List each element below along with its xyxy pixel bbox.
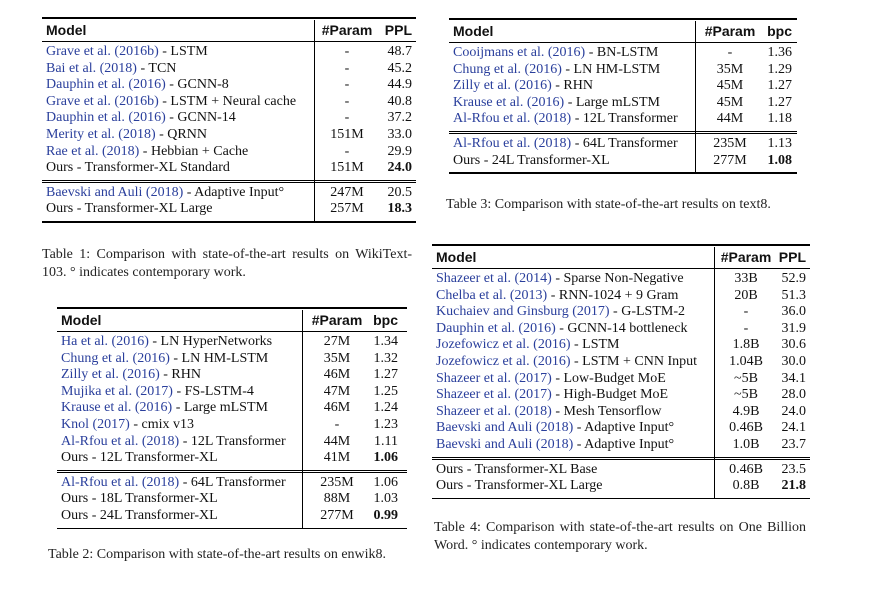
table-row xyxy=(57,475,407,492)
metric-cell: 0.99 xyxy=(373,508,398,523)
citation-link[interactable]: Chung et al. (2016) xyxy=(453,61,562,77)
model-cell xyxy=(61,351,268,368)
model-name: - 12L Transformer xyxy=(571,111,678,127)
citation-link[interactable]: Krause et al. (2016) xyxy=(453,94,565,110)
header-model: Model xyxy=(61,312,102,328)
model-cell xyxy=(436,462,597,479)
group-rule xyxy=(57,472,407,473)
model-name: - GCNN-14 bottleneck xyxy=(555,320,688,336)
model-name: Ours - 18L Transformer-XL xyxy=(61,491,218,507)
param-cell: 4.9B xyxy=(732,403,760,419)
table-row xyxy=(432,478,810,495)
citation-link[interactable]: Merity et al. (2018) xyxy=(46,127,156,142)
group-rule xyxy=(432,459,810,460)
metric-cell: 24.0 xyxy=(781,403,806,419)
model-name: - G-LSTM-2 xyxy=(609,304,685,320)
model-cell xyxy=(61,434,286,451)
header-model: Model xyxy=(453,23,494,39)
model-name: - 12L Transformer xyxy=(179,433,286,449)
header-row xyxy=(57,310,407,330)
table-row xyxy=(57,400,407,417)
metric-cell: 23.7 xyxy=(781,437,806,452)
model-name: Ours - 24L Transformer-XL xyxy=(61,508,218,523)
top-rule xyxy=(449,18,797,20)
citation-link[interactable]: Shazeer et al. (2017) xyxy=(436,387,552,403)
metric-cell: 1.13 xyxy=(767,136,792,151)
citation-link[interactable]: Dauphin et al. (2016) xyxy=(46,77,166,93)
model-cell xyxy=(436,288,678,305)
table-row xyxy=(42,61,416,78)
model-cell xyxy=(453,111,678,128)
model-name: Ours - Transformer-XL Large xyxy=(436,478,603,494)
citation-link[interactable]: Grave et al. (2016b) xyxy=(46,93,159,109)
model-name: - Adaptive Input° xyxy=(573,437,675,452)
model-cell xyxy=(46,94,296,111)
param-cell: 20B xyxy=(734,287,758,303)
citation-link[interactable]: Rae et al. (2018) xyxy=(46,143,140,159)
model-cell xyxy=(436,371,666,388)
table-row xyxy=(42,44,416,61)
citation-link[interactable]: Shazeer et al. (2018) xyxy=(436,403,552,419)
citation-link[interactable]: Dauphin et al. (2016) xyxy=(46,110,166,126)
param-cell: 27M xyxy=(323,334,351,349)
param-cell: - xyxy=(344,110,350,126)
metric-cell: 1.06 xyxy=(373,450,398,466)
model-cell xyxy=(436,404,661,421)
metric-cell: 51.3 xyxy=(781,287,806,303)
bottom-rule xyxy=(42,221,416,223)
header-param: #Param xyxy=(311,312,363,328)
model-cell xyxy=(46,185,284,202)
group-rule xyxy=(42,182,416,183)
model-name: - Large mLSTM xyxy=(564,94,660,110)
model-name: - High-Budget MoE xyxy=(551,387,669,403)
column-separator xyxy=(714,247,715,498)
table-3 xyxy=(449,18,797,174)
header-param: #Param xyxy=(321,22,373,38)
model-name: Ours - 12L Transformer-XL xyxy=(61,450,218,466)
table-row xyxy=(432,371,810,388)
model-name: - LSTM + CNN Input xyxy=(570,354,698,369)
table-row xyxy=(57,351,407,368)
table-row xyxy=(449,136,797,153)
table-row xyxy=(57,384,407,401)
metric-cell: 52.9 xyxy=(781,271,806,286)
group-rule xyxy=(42,180,416,181)
model-name: - RHN xyxy=(159,367,201,383)
model-cell xyxy=(61,450,218,467)
param-cell: 247M xyxy=(330,184,364,200)
param-cell: - xyxy=(334,417,340,432)
table-row xyxy=(432,337,810,354)
table-row xyxy=(42,127,416,144)
model-name: - LSTM xyxy=(158,44,208,59)
param-cell: 151M xyxy=(330,127,364,142)
param-cell: 151M xyxy=(330,160,364,176)
header-model: Model xyxy=(46,22,87,38)
param-cell: 235M xyxy=(320,474,354,490)
bottom-rule xyxy=(432,498,810,500)
model-cell xyxy=(61,384,254,401)
model-cell xyxy=(61,417,194,434)
table-row xyxy=(57,450,407,467)
model-cell xyxy=(61,400,268,417)
model-cell xyxy=(436,437,674,454)
group-rule xyxy=(57,470,407,471)
param-cell: - xyxy=(344,93,350,109)
citation-link[interactable]: Chung et al. (2016) xyxy=(61,350,170,366)
table-row xyxy=(57,367,407,384)
model-cell xyxy=(453,95,660,112)
header-model: Model xyxy=(436,249,477,265)
table-row xyxy=(432,404,810,421)
table-1 xyxy=(42,17,416,223)
citation-link[interactable]: Ha et al. (2016) xyxy=(61,334,149,349)
citation-link[interactable]: Shazeer et al. (2014) xyxy=(436,271,552,286)
param-cell: 0.46B xyxy=(729,461,763,477)
model-cell xyxy=(46,44,208,61)
model-name: - 64L Transformer xyxy=(179,474,286,490)
metric-cell: 1.29 xyxy=(767,61,792,77)
param-cell: 88M xyxy=(323,491,351,507)
table-row xyxy=(432,304,810,321)
param-cell: - xyxy=(743,320,749,336)
citation-link[interactable]: Al-Rfou et al. (2018) xyxy=(453,111,572,127)
model-cell xyxy=(453,78,593,95)
column-separator xyxy=(302,310,303,528)
model-cell xyxy=(46,110,236,127)
metric-cell: 1.18 xyxy=(767,111,792,127)
param-cell: - xyxy=(743,304,749,320)
model-name: - Large mLSTM xyxy=(172,400,268,416)
metric-cell: 40.8 xyxy=(387,93,412,109)
header-metric: bpc xyxy=(767,23,792,39)
model-name: - Adaptive Input° xyxy=(573,420,675,436)
table-row xyxy=(432,437,810,454)
model-name: - Adaptive Input° xyxy=(183,184,285,200)
table-row xyxy=(432,354,810,371)
header-metric: bpc xyxy=(373,312,398,328)
model-name: Ours - Transformer-XL Base xyxy=(436,461,598,477)
model-name: Ours - 24L Transformer-XL xyxy=(453,152,610,168)
table-row xyxy=(449,95,797,112)
model-cell xyxy=(61,508,218,525)
model-name: - LN HM-LSTM xyxy=(169,350,269,366)
table-row xyxy=(432,321,810,338)
metric-cell: 31.9 xyxy=(781,320,806,336)
param-cell: 44M xyxy=(323,433,351,449)
top-rule xyxy=(57,307,407,309)
citation-link[interactable]: Shazeer et al. (2017) xyxy=(436,370,552,386)
table-row xyxy=(449,111,797,128)
table-row xyxy=(432,462,810,479)
model-name: - GCNN-8 xyxy=(165,77,229,93)
metric-cell: 28.0 xyxy=(781,387,806,403)
model-cell xyxy=(436,271,684,288)
model-cell xyxy=(61,334,272,351)
table-row xyxy=(57,334,407,351)
table-row xyxy=(57,491,407,508)
model-name: Ours - Transformer-XL Standard xyxy=(46,160,230,176)
model-name: - LSTM xyxy=(570,337,620,353)
metric-cell: 1.27 xyxy=(767,94,792,110)
param-cell: 0.46B xyxy=(729,420,763,436)
model-name: - Hebbian + Cache xyxy=(139,143,249,159)
bottom-rule xyxy=(449,172,797,174)
table-3-caption: Table 3: Comparison with state-of-the-art results on text8. xyxy=(446,197,771,212)
model-name: - RNN-1024 + 9 Gram xyxy=(547,287,679,303)
header-param: #Param xyxy=(704,23,756,39)
model-cell xyxy=(436,387,668,404)
model-cell xyxy=(436,478,603,495)
table-row xyxy=(42,185,416,202)
top-rule xyxy=(42,17,416,19)
metric-cell: 1.34 xyxy=(373,334,398,349)
citation-link[interactable]: Jozefowicz et al. (2016) xyxy=(436,354,571,369)
param-cell: 44M xyxy=(716,111,744,127)
model-name: - LN HM-LSTM xyxy=(561,61,661,77)
param-cell: 47M xyxy=(323,383,351,399)
metric-cell: 1.27 xyxy=(373,367,398,383)
metric-cell: 1.23 xyxy=(373,417,398,432)
citation-link[interactable]: Krause et al. (2016) xyxy=(61,400,173,416)
citation-link[interactable]: Cooijmans et al. (2016) xyxy=(453,45,586,60)
model-name: - RHN xyxy=(551,78,593,94)
model-cell xyxy=(61,491,218,508)
metric-cell: 20.5 xyxy=(387,184,412,200)
model-name: - cmix v13 xyxy=(129,417,194,432)
param-cell: 45M xyxy=(716,78,744,94)
param-cell: 257M xyxy=(330,201,364,217)
model-name: - GCNN-14 xyxy=(165,110,236,126)
metric-cell: 1.25 xyxy=(373,383,398,399)
table-row xyxy=(42,160,416,177)
metric-cell: 30.6 xyxy=(781,337,806,353)
table-row xyxy=(57,417,407,434)
param-cell: - xyxy=(344,77,350,93)
table-4 xyxy=(432,244,810,500)
model-name: - FS-LSTM-4 xyxy=(172,383,254,399)
column-separator xyxy=(695,21,696,172)
table-2 xyxy=(57,307,407,530)
table-row xyxy=(42,77,416,94)
top-rule xyxy=(432,244,810,246)
model-name: - Sparse Non-Negative xyxy=(551,271,684,286)
model-cell xyxy=(46,160,230,177)
metric-cell: 45.2 xyxy=(387,60,412,76)
citation-link[interactable]: Baevski and Auli (2018) xyxy=(436,437,574,452)
citation-link[interactable]: Al-Rfou et al. (2018) xyxy=(61,433,180,449)
table-row xyxy=(449,153,797,170)
param-cell: 1.8B xyxy=(732,337,760,353)
table-row xyxy=(42,201,416,218)
citation-link[interactable]: Al-Rfou et al. (2018) xyxy=(61,474,180,490)
citation-link[interactable]: Baevski and Auli (2018) xyxy=(46,184,184,200)
metric-cell: 33.0 xyxy=(387,127,412,142)
table-2-caption: Table 2: Comparison with state-of-the-art results on enwik8. xyxy=(48,547,387,562)
citation-link[interactable]: Jozefowicz et al. (2016) xyxy=(436,337,571,353)
model-cell xyxy=(436,420,674,437)
metric-cell: 24.1 xyxy=(781,420,806,436)
model-cell xyxy=(46,144,248,161)
table-row xyxy=(57,434,407,451)
bottom-rule xyxy=(57,528,407,530)
table-row xyxy=(42,110,416,127)
model-name: - TCN xyxy=(136,60,177,76)
model-name: - BN-LSTM xyxy=(585,45,659,60)
metric-cell: 1.06 xyxy=(373,474,398,490)
param-cell: 1.0B xyxy=(732,437,760,452)
model-cell xyxy=(46,201,213,218)
metric-cell: 23.5 xyxy=(781,461,806,477)
citation-link[interactable]: Zilly et al. (2016) xyxy=(61,367,160,383)
param-cell: 45M xyxy=(716,94,744,110)
metric-cell: 30.0 xyxy=(781,354,806,369)
header-row xyxy=(449,21,797,41)
model-cell xyxy=(46,77,229,94)
param-cell: 46M xyxy=(323,400,351,416)
table-row xyxy=(42,144,416,161)
citation-link[interactable]: Mujika et al. (2017) xyxy=(61,383,173,399)
model-cell xyxy=(436,354,697,371)
model-name: - 64L Transformer xyxy=(571,136,678,151)
metric-cell: 44.9 xyxy=(387,77,412,93)
metric-cell: 1.08 xyxy=(767,152,792,168)
table-row xyxy=(449,78,797,95)
table-row xyxy=(432,271,810,288)
metric-cell: 36.0 xyxy=(781,304,806,320)
table-4-caption: Table 4: Comparison with state-of-the-art results on One Billion Word. ° indicates contemporary work. xyxy=(434,520,806,553)
header-rule xyxy=(432,268,810,269)
model-name: - QRNN xyxy=(155,127,207,142)
param-cell: 0.8B xyxy=(732,478,760,494)
citation-link[interactable]: Chelba et al. (2013) xyxy=(436,287,548,303)
param-cell: 35M xyxy=(323,350,351,366)
param-cell: 35M xyxy=(716,61,744,77)
citation-link[interactable]: Zilly et al. (2016) xyxy=(453,78,552,94)
metric-cell: 24.0 xyxy=(387,160,412,176)
table-row xyxy=(449,45,797,62)
metric-cell: 29.9 xyxy=(387,143,412,159)
model-name: - Low-Budget MoE xyxy=(551,370,666,386)
model-name: - Mesh Tensorflow xyxy=(551,403,662,419)
metric-cell: 1.36 xyxy=(767,45,792,60)
metric-cell: 34.1 xyxy=(781,370,806,386)
param-cell: 33B xyxy=(734,271,758,286)
group-rule xyxy=(449,133,797,134)
param-cell: - xyxy=(727,45,733,60)
metric-cell: 21.8 xyxy=(781,478,806,494)
table-row xyxy=(42,94,416,111)
metric-cell: 1.27 xyxy=(767,78,792,94)
model-cell xyxy=(61,367,201,384)
param-cell: 235M xyxy=(713,136,747,151)
table-row xyxy=(449,62,797,79)
column-separator xyxy=(314,20,315,221)
model-cell xyxy=(453,45,658,62)
param-cell: ~5B xyxy=(734,387,758,403)
param-cell: - xyxy=(344,60,350,76)
model-cell xyxy=(436,321,688,338)
param-cell: ~5B xyxy=(734,370,758,386)
model-name: - LSTM + Neural cache xyxy=(158,93,297,109)
header-row xyxy=(432,247,810,267)
metric-cell: 1.32 xyxy=(373,350,398,366)
header-rule xyxy=(57,331,407,332)
citation-link[interactable]: Grave et al. (2016b) xyxy=(46,44,159,59)
table-row xyxy=(432,288,810,305)
metric-cell: 1.03 xyxy=(373,491,398,507)
citation-link[interactable]: Dauphin et al. (2016) xyxy=(436,320,556,336)
header-metric: PPL xyxy=(778,249,806,265)
table-row xyxy=(432,420,810,437)
param-cell: - xyxy=(344,44,350,59)
header-metric: PPL xyxy=(384,22,412,38)
table-row xyxy=(432,387,810,404)
citation-link[interactable]: Baevski and Auli (2018) xyxy=(436,420,574,436)
header-param: #Param xyxy=(720,249,772,265)
group-rule xyxy=(449,131,797,132)
model-cell xyxy=(436,304,685,321)
param-cell: 1.04B xyxy=(729,354,763,369)
header-rule xyxy=(42,41,416,42)
param-cell: 277M xyxy=(713,152,747,168)
model-cell xyxy=(453,62,660,79)
table-row xyxy=(57,508,407,525)
header-rule xyxy=(449,42,797,43)
model-cell xyxy=(46,61,176,78)
param-cell: 46M xyxy=(323,367,351,383)
param-cell: 277M xyxy=(320,508,354,523)
model-cell xyxy=(46,127,207,144)
model-cell xyxy=(436,337,620,354)
param-cell: 41M xyxy=(323,450,351,466)
header-row xyxy=(42,20,416,40)
citation-link[interactable]: Knol (2017) xyxy=(61,417,130,432)
metric-cell: 1.24 xyxy=(373,400,398,416)
model-cell xyxy=(61,475,286,492)
metric-cell: 37.2 xyxy=(387,110,412,126)
model-cell xyxy=(453,153,610,170)
citation-link[interactable]: Bai et al. (2018) xyxy=(46,60,137,76)
metric-cell: 1.11 xyxy=(374,433,398,449)
metric-cell: 48.7 xyxy=(387,44,412,59)
citation-link[interactable]: Al-Rfou et al. (2018) xyxy=(453,136,572,151)
metric-cell: 18.3 xyxy=(387,201,412,217)
table-1-caption: Table 1: Comparison with state-of-the-art results on WikiText-103. ° indicates contemporary work. xyxy=(42,247,412,280)
group-rule xyxy=(432,457,810,458)
citation-link[interactable]: Kuchaiev and Ginsburg (2017) xyxy=(436,304,610,320)
model-name: Ours - Transformer-XL Large xyxy=(46,201,213,217)
model-name: - LN HyperNetworks xyxy=(148,334,273,349)
param-cell: - xyxy=(344,143,350,159)
model-cell xyxy=(453,136,678,153)
